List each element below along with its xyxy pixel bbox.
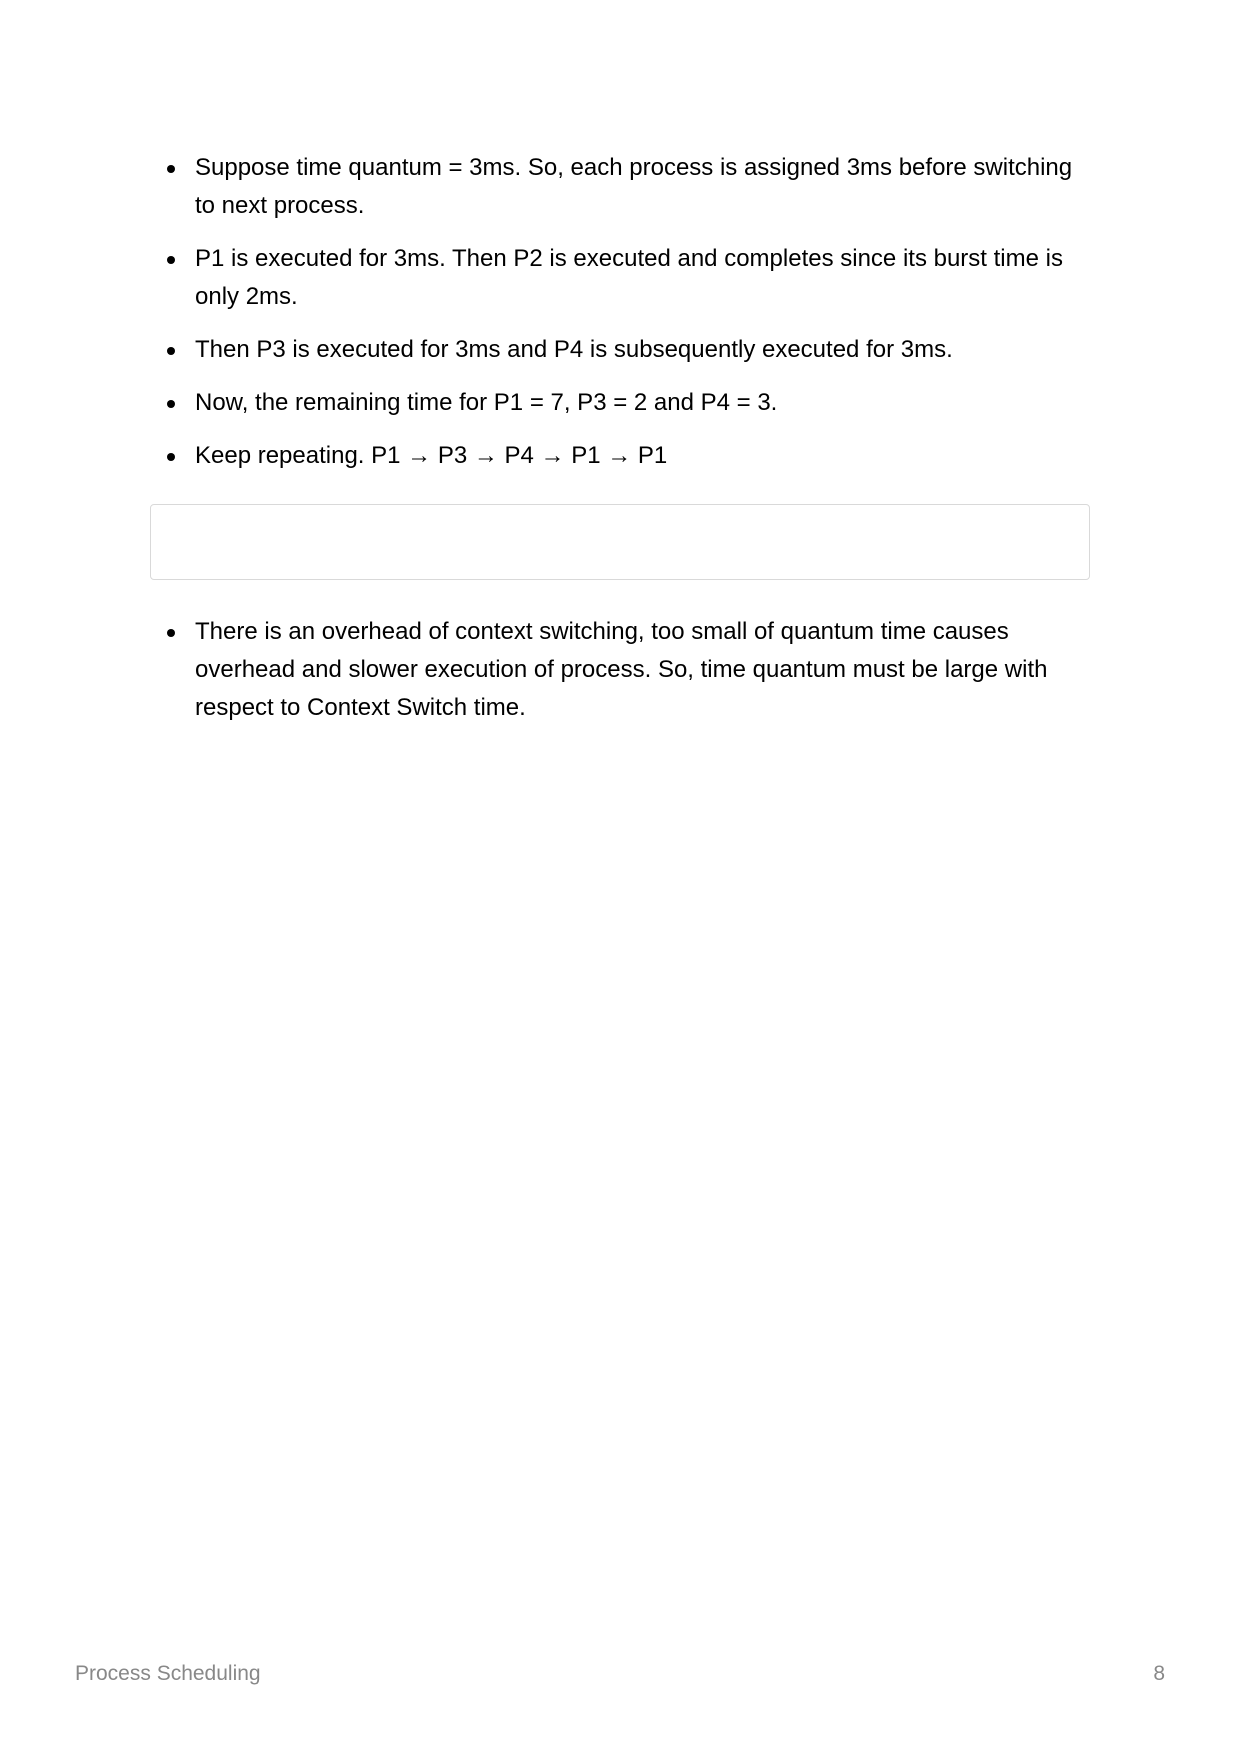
bullet-dot-icon (167, 256, 175, 264)
list-item-text: Then P3 is executed for 3ms and P4 is subsequently executed for 3ms. (195, 336, 953, 363)
bullet-dot-icon (167, 347, 175, 355)
bullet-dot-icon (167, 400, 175, 408)
list-item (167, 149, 1097, 225)
footer-page-number: 8 (1153, 1662, 1165, 1685)
list-item (167, 331, 1097, 369)
list-item-text: P1 is executed for 3ms. Then P2 is executed and completes since its burst time is only 2ms. (195, 245, 1063, 310)
bullet-dot-icon (167, 453, 175, 461)
list-item-text: Now, the remaining time for P1 = 7, P3 = 2 and P4 = 3. (195, 389, 778, 416)
list-item-text: Suppose time quantum = 3ms. So, each process is assigned 3ms before switching to next process. (195, 154, 1073, 219)
bullet-list-bottom (167, 613, 1097, 742)
list-item-text: Keep repeating. P1 → P3 → P4 → P1 → P1 (195, 442, 668, 469)
empty-embed-box (150, 504, 1090, 580)
bullet-list-top (167, 149, 1097, 490)
list-item (167, 240, 1097, 316)
list-item (167, 613, 1097, 727)
list-item-text: There is an overhead of context switching, too small of quantum time causes overhead and slower execution of process. So, time quantum must be large with respect to Context Switch time. (195, 618, 1048, 721)
bullet-dot-icon (167, 629, 175, 637)
bullet-dot-icon (167, 165, 175, 173)
list-item (167, 437, 1097, 475)
footer-document-title: Process Scheduling (75, 1662, 261, 1685)
list-item (167, 384, 1097, 422)
